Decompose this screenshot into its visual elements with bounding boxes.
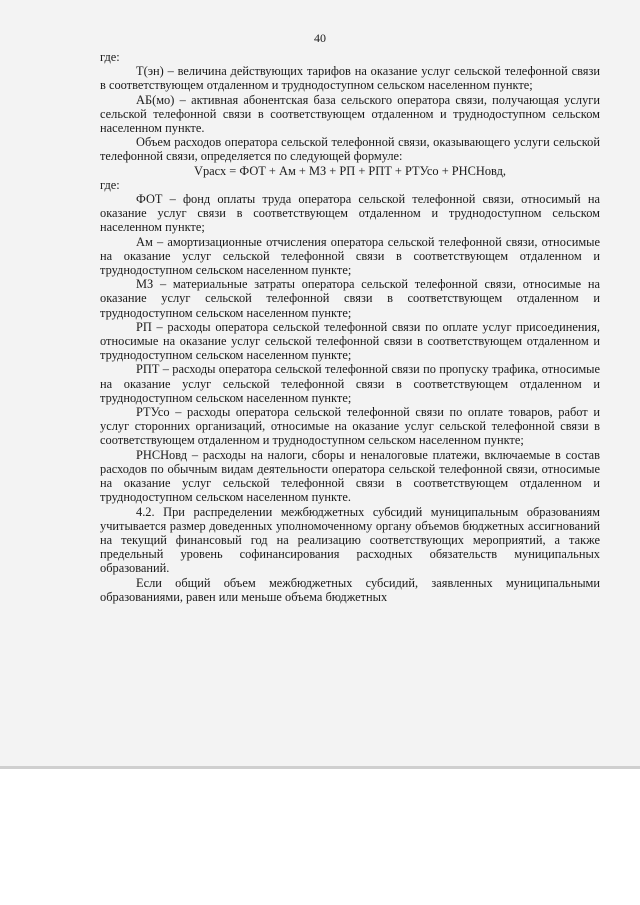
page-number: 40	[314, 31, 326, 45]
paragraph-tariff-definition: Т(эн) – величина действующих тарифов на оказание услуг сельской телефонной связи в соответствующем отдаленном и труднодоступном сельском населенном пункте;	[100, 64, 600, 93]
paragraph-rpt-definition: РПТ – расходы оператора сельской телефонной связи по пропуску трафика, относимые на оказание услуг сельской телефонной связи в соответствующем отдаленном и труднодоступном сельском населенном пункте;	[100, 362, 600, 405]
scan-bottom-edge	[0, 766, 640, 769]
paragraph-subsidy-volume: Если общий объем межбюджетных субсидий, заявленных муниципальными образованиями, равен или меньше объема бюджетных	[100, 575, 600, 604]
paragraph-section-4-2: 4.2. При распределении межбюджетных субсидий муниципальным образованиям учитывается размер доведенных уполномоченному органу объемов бюджетных ассигнований на текущий финансовый год на реализацию соответствующих мероприятий, а также предельный уровень софинансирования расходных обязательств муниципальных образований.	[100, 504, 600, 576]
paragraph-am-definition: Ам – амортизационные отчисления оператора сельской телефонной связи, относимые на оказание услуг сельской телефонной связи в соответствующем отдаленном и труднодоступном сельском населенном пункте;	[100, 234, 600, 278]
paragraph-rp-definition: РП – расходы оператора сельской телефонной связи по оплате услуг присоединения, относимые на оказание услуг сельской телефонной связи в соответствующем отдаленном и труднодоступном сельском населенном пункте;	[100, 319, 600, 363]
paragraph-where: где:	[100, 50, 120, 64]
paragraph-expense-intro: Объем расходов оператора сельской телефонной связи, оказывающего услуги сельской телефонной связи, определяется по следующей формуле:	[100, 135, 600, 164]
paragraph-where-2: где:	[100, 177, 120, 192]
paragraph-rtuso-definition: РТУсо – расходы оператора сельской телефонной связи по оплате товаров, работ и услуг сторонних организаций, относимые на оказание услуг сельской телефонной связи в соответствующем отдаленном и труднодоступном сельском населенном пункте;	[100, 405, 600, 448]
paragraph-rnsnovd-definition: РНСНовд – расходы на налоги, сборы и неналоговые платежи, включаемые в состав расходов по обычным видам деятельности оператора сельской телефонной связи, относимые на оказание услуг сельской телефонной связи в соответствующем отдаленном и труднодоступном сельском населенном пункте.	[100, 447, 600, 505]
paragraph-mz-definition: МЗ – материальные затраты оператора сельской телефонной связи, относимые на оказание услуг сельской телефонной связи в соответствующем отдаленном и труднодоступном сельском населенном пункте;	[100, 277, 600, 320]
paragraph-fot-definition: ФОТ – фонд оплаты труда оператора сельской телефонной связи, относимый на оказание услуг связи в соответствующем отдаленном и труднодоступном сельском населенном пункте;	[100, 192, 600, 235]
expense-formula: Vрасх = ФОТ + Ам + МЗ + РП + РПТ + РТУсо + РНСНовд,	[194, 163, 506, 178]
document-body	[100, 50, 600, 604]
paragraph-subscriber-base-definition: АБ(мо) – активная абонентская база сельского оператора связи, получающая услуги сельской телефонной связи в соответствующем отдаленном и труднодоступном сельском населенном пункте.	[100, 92, 600, 136]
